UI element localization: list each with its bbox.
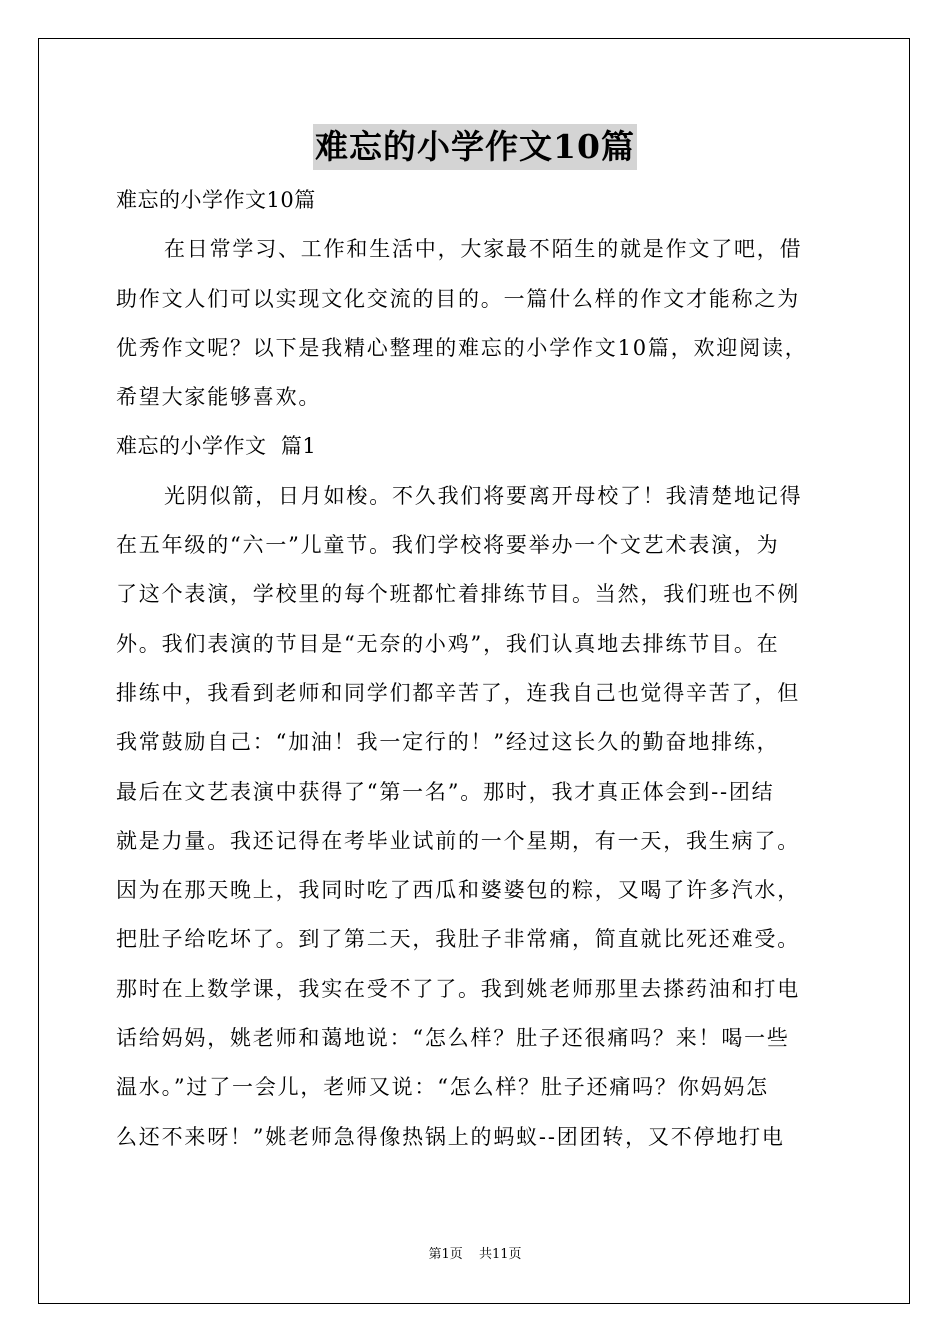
body-line: 就是力量。我还记得在考毕业试前的一个星期，有一天，我生病了。 — [116, 828, 800, 853]
body-line: 外。我们表演的节目是“无奈的小鸡”，我们认真地去排练节目。在 — [116, 631, 780, 656]
body-line: 排练中，我看到老师和同学们都辛苦了，连我自己也觉得辛苦了，但 — [116, 680, 800, 705]
intro-line: 在日常学习、工作和生活中，大家最不陌生的就是作文了吧，借 — [164, 237, 803, 262]
document-body — [116, 176, 838, 1162]
page-number: 第1页 — [428, 1247, 463, 1262]
essay-paragraph — [116, 472, 838, 1162]
intro-line: 助作文人们可以实现文化交流的目的。一篇什么样的作文才能称之为 — [116, 286, 800, 311]
document-title: 难忘的小学作文10篇 — [313, 124, 637, 170]
body-line: 么还不来呀！”姚老师急得像热锅上的蚂蚁--团团转，又不停地打电 — [116, 1124, 785, 1149]
body-line: 话给妈妈，姚老师和蔼地说：“怎么样？肚子还很痛吗？来！喝一些 — [116, 1026, 790, 1051]
body-line: 了这个表演，学校里的每个班都忙着排练节目。当然，我们班也不例 — [116, 582, 800, 607]
intro-line: 希望大家能够喜欢。 — [116, 385, 322, 410]
body-line: 因为在那天晚上，我同时吃了西瓜和婆婆包的粽，又喝了许多汽水， — [116, 878, 800, 903]
intro-paragraph — [116, 225, 838, 422]
section-heading: 难忘的小学作文 篇1 — [116, 434, 317, 459]
body-line: 那时在上数学课，我实在受不了了。我到姚老师那里去搽药油和打电 — [116, 976, 800, 1001]
page-total: 共11页 — [478, 1247, 522, 1262]
body-line: 我常鼓励自己：“加油！我一定行的！”经过这长久的勤奋地排练， — [116, 730, 780, 755]
body-line: 在五年级的“六一”儿童节。我们学校将要举办一个文艺术表演，为 — [116, 533, 780, 558]
subtitle-line: 难忘的小学作文10篇 — [116, 188, 316, 212]
body-line: 温水。”过了一会儿，老师又说：“怎么样？肚子还痛吗？你妈妈怎 — [116, 1075, 769, 1100]
intro-line: 优秀作文呢？以下是我精心整理的难忘的小学作文10篇，欢迎阅读， — [116, 335, 808, 360]
body-line: 把肚子给吃坏了。到了第二天，我肚子非常痛，简直就比死还难受。 — [116, 927, 800, 952]
page-footer — [0, 1246, 950, 1264]
body-line: 光阴似箭，日月如梭。不久我们将要离开母校了！我清楚地记得 — [164, 483, 803, 508]
body-line: 最后在文艺表演中获得了“第一名”。那时，我才真正体会到--团结 — [116, 779, 775, 804]
title-wrap — [0, 124, 950, 170]
